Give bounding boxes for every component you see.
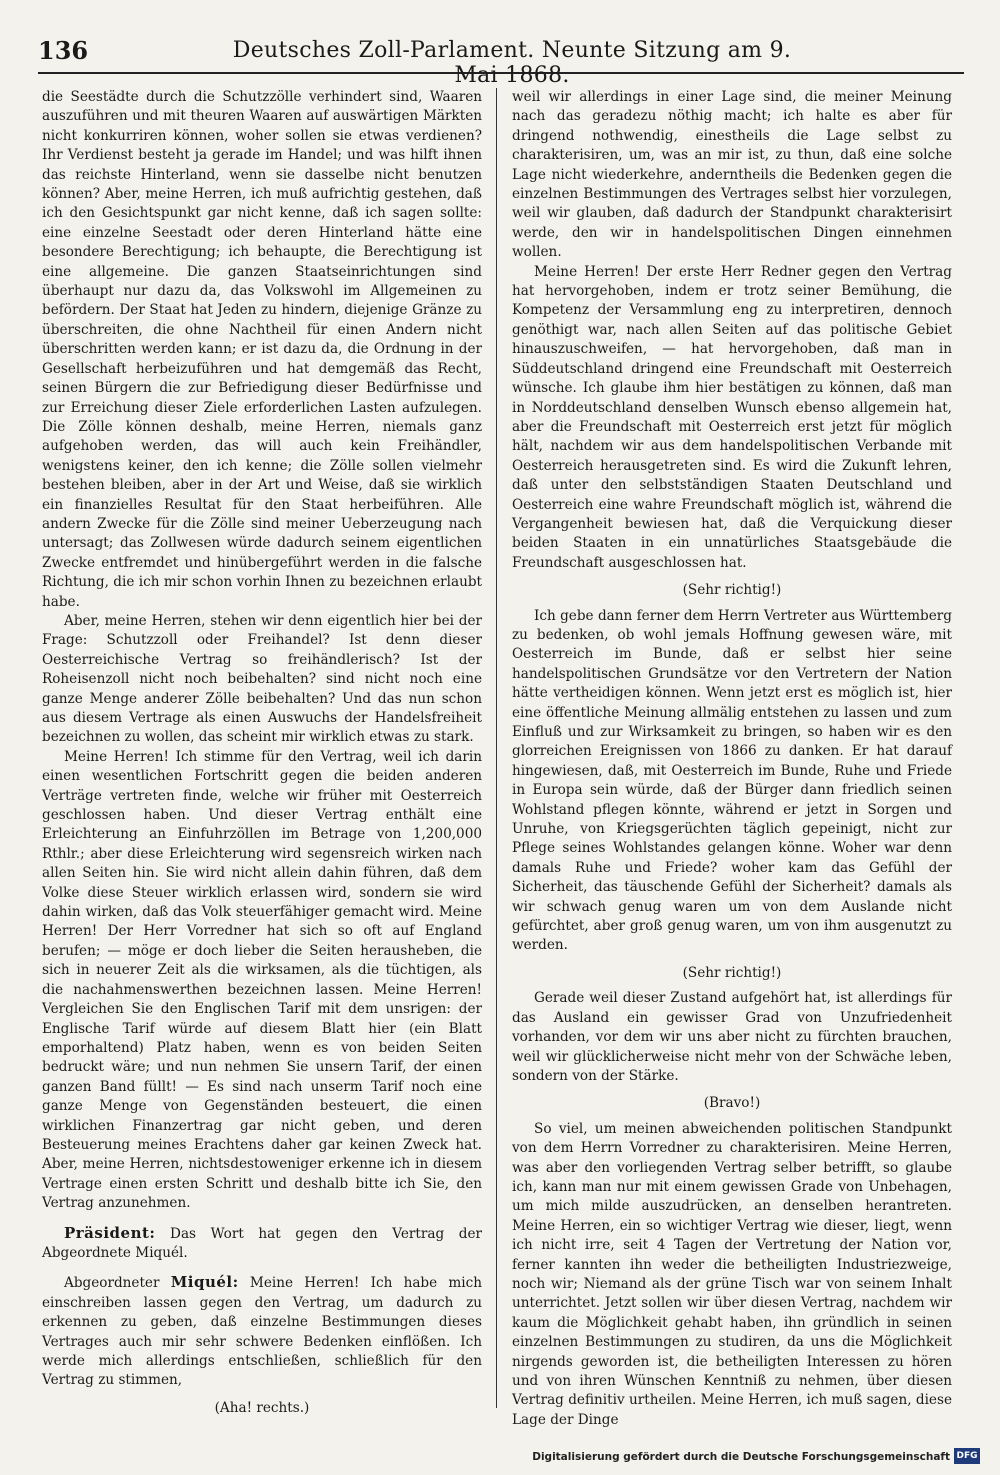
interjection: (Sehr richtig!) [682,964,782,981]
speaker-paragraph [42,1224,482,1264]
paragraph: Ich gebe dann ferner dem Herrn Vertreter aus Württemberg zu bedenken, ob wohl jemals Hoffnung gewesen wäre, mit Oesterreich im Bunde, daß er selbst hier seine handelspolitischen Grundsätze vor den Vertretern der Nation hätte vertheidigen können. Wenn jetzt erst es möglich ist, hier eine öffentliche Meinung allmälig entstehen zu lassen und zum Einfluß und zur Wirksamkeit zu bringen, so haben wir es den glorreichen Ereignissen von 1866 zu danken. Er hat darauf hingewiesen, daß, mit Oesterreich im Bunde, Ruhe und Friede in Europa sein würde, daß der Bürger dann friedlich seinen Wohlstand pflegen könnte, während er jetzt in Sorgen und Unruhe, von Kriegsgerüchten täglich gepeinigt, nicht zur Pflege seines Wohlstandes gelangen könne. Woher war denn damals Ruhe und Friede? woher kam das Gefühl der Sicherheit, das täuschende Gefühl der Sicherheit? damals als wir schwach genug waren um von dem Auslande nicht gefürchtet, aber groß genug waren, um von ihm ausgenutzt zu werden. [512,607,952,954]
paragraph: Gerade weil dieser Zustand aufgehört hat, ist allerdings für das Ausland ein gewisser Grad von Unzufriedenheit vorhanden, vor dem wir uns aber nicht zu fürchten brauchen, weil wir glücklicherweise nicht mehr von der Schwäche leben, sondern von der Stärke. [512,990,952,1084]
column-divider [496,88,497,1408]
speaker-name: Präsident: [64,1223,156,1242]
speaker-paragraph [42,1273,482,1390]
interjection: (Aha! rechts.) [214,1399,310,1416]
speaker-name: Miquél: [170,1273,239,1292]
digitization-credit: Digitalisierung gefördert durch die Deutsche Forschungsgemeinschaft [532,1451,950,1463]
paragraph: Meine Herren! Ich stimme für den Vertrag, weil ich darin einen wesentlichen Fortschritt gegen die beiden anderen Verträge vertreten finde, welche wir früher mit Oesterreich geschlossen haben. Und dieser Vertrag enthält eine Erleichterung an Einfuhrzöllen im Betrage von 1,200,000 Rthlr.; aber diese Erleichterung wird segensreich wirken nach allen Seiten hin. Sie wird nicht allein dahin führen, daß dem Volke diese Steuer wirklich erlassen wird, sondern sie wird dahin wirken, daß das Volk steuerfähiger gemacht wird. Meine Herren! Der Herr Vorredner hat sich so oft auf England berufen; — möge er doch lieber die Seiten herausheben, die sich in neuerer Zeit als die wirksamen, als die tüchtigen, als die nachahmenswerthen bezeichnen lassen. Meine Herren! Vergleichen Sie den Englischen Tarif mit dem unsrigen: der Englische Tarif würde auf diesem Blatt hier (ein Blatt emporhaltend) Platz haben, wenn es von beiden Seiten bedruckt wäre; und nun nehmen Sie unsern Tarif, der einen ganzen Band füllt! — Es sind nach unserm Tarif noch eine ganze Menge von Gegenständen besteuert, die einen wirklichen Finanzertrag gar nicht geben, und deren Besteuerung meines Erachtens daher gar keinen Zweck hat. Aber, meine Herren, nichtsdestoweniger erkenne ich in diesem Vertrage einen ersten Schritt und deshalb bitte ich Sie, den Vertrag anzunehmen. [42,748,482,1212]
speech-text: Das Wort hat gegen den Vertrag der Abgeordnete Miquél. [42,1225,482,1261]
page-title: Deutsches Zoll-Parlament. Neunte Sitzung am 9. Mai 1868. [232,38,792,88]
paragraph: So viel, um meinen abweichenden politischen Standpunkt von dem Herrn Vorredner zu charakterisiren. Meine Herren, was aber den vorliegenden Vertrag selber betrifft, so glaube ich, kann man nur mit einem gewissen Grade von Unbehagen, um mich milde auszudrücken, an denselben herantreten. Meine Herren, ein so wichtiger Vertrag wie dieser, liegt, wenn ich nicht irre, seit 4 Tagen der Vertretung der Nation vor, ferner kannten ihn weder die betheiligten Industriezweige, noch wir; Niemand als der grüne Tisch war von seinem Inhalt unterrichtet. Jetzt sollen wir über diesen Vertrag, nachdem wir kaum die Möglichkeit gehabt haben, ihn gründlich in seinen einzelnen Bestimmungen zu studiren, da uns die Möglichkeit nirgends geworden ist, die betheiligten Interessen zu hören und von ihren Wünschen Kenntniß zu nehmen, über diesen Vertrag definitiv urtheilen. Meine Herren, ich muß sagen, diese Lage der Dinge [512,1120,952,1428]
interjection: (Sehr richtig!) [682,582,782,599]
page-header [38,32,964,88]
paragraph: Aber, meine Herren, stehen wir denn eigentlich hier bei der Frage: Schutzzoll oder Freihandel? Ist denn dieser Oesterreichische Vertrag so freihändlerisch? Ist der Roheisenzoll nicht noch beibehalten? sind nicht noch eine ganze Menge anderer Zölle beibehalten? Und das nun schon aus diesem Vertrage als einen Auswuchs der Handelsfreiheit bezeichnen zu wollen, das scheint mir wirklich etwas zu stark. [42,612,482,746]
left-column [42,88,482,1418]
speaker-intro: Abgeordneter [64,1275,171,1292]
paragraph: Meine Herren! Der erste Herr Redner gegen den Vertrag hat hervorgehoben, indem er trotz seiner Bemühung, die Kompetenz der Versammlung eng zu interpretiren, dennoch genöthigt war, nach allen Seiten auf das politische Gebiet hinauszuschweifen, — hat hervorgehoben, daß man in Süddeutschland dringend eine Freundschaft mit Oesterreich wünsche. Ich glaube ihm hier bestätigen zu können, daß man in Norddeutschland denselben Wunsch ebenso allgemein hat, aber die Freundschaft mit Oesterreich erst jetzt für möglich hält, nachdem wir aus dem handelspolitischen Verbande mit Oesterreich herausgetreten sind. Es wird die Zukunft lehren, daß unter den selbstständigen Staaten Deutschland und Oesterreich eine wahre Freundschaft möglich ist, während die Vergangenheit bewiesen hat, daß die Verquickung dieser beiden Staaten in ein unnatürliches Staatsgebäude die Freundschaft ausgeschlossen hat. [512,263,952,571]
paragraph: die Seestädte durch die Schutzzölle verhindert sind, Waaren auszuführen und mit theuren Waaren auf auswärtigen Märkten nicht konkurriren können, woher sollen sie etwas verdienen? Ihr Verdienst besteht ja gerade im Handel; und was hilft ihnen das reichste Hinterland, wenn sie dasselbe nicht benutzen können? Aber, meine Herren, ich muß aufrichtig gestehen, daß ich den Gesichtspunkt gar nicht kenne, daß ich sagen sollte: eine einzelne Seestadt oder deren Hinterland hätte eine besondere Berechtigung; ich behaupte, die Berechtigung ist eine allgemeine. Die ganzen Staatseinrichtungen sind überhaupt nur dazu da, das Volkswohl im Allgemeinen zu befördern. Der Staat hat Jeden zu hindern, diejenige Gränze zu überschreiten, die ohne Nachtheil für einen Andern nicht überschritten werden kann; er ist dazu da, die Ordnung in der Gesellschaft herbeizuführen und hat demgemäß das Recht, seinen Bürgern die zur Befriedigung dieser Bedürfnisse und zur Erreichung dieser Ziele erforderlichen Lasten aufzulegen. Die Zölle können deshalb, meine Herren, niemals ganz aufgehoben werden, das will auch kein Freihändler, wenigstens keiner, den ich kenne; die Zölle sollen vielmehr bestehen bleiben, aber in der Art und Weise, daß sie wirklich ein finanzielles Resultat für den Staat herbeiführen. Alle andern Zwecke für die Zölle sind meiner Ueberzeugung nach untersagt; das Zollwesen würde dadurch seinem eigentlichen Zwecke entfremdet und hinübergeführt werden in die falsche Richtung, die ich mir schon vorhin Ihnen zu bezeichnen erlaubt habe. [42,89,482,610]
right-column [512,88,952,1428]
dfg-logo: DFG [954,1448,980,1464]
speech-text: Meine Herren! Ich habe mich einschreiben lassen gegen den Vertrag, um dadurch zu erkennen zu geben, daß einzelne Bestimmungen dieses Vertrages auch mir sehr schwere Bedenken einflößen. Ich werde mich allerdings entschließen, schließlich für den Vertrag zu stimmen, [42,1275,483,1389]
interjection: (Bravo!) [703,1095,761,1112]
page-number: 136 [38,36,89,65]
paragraph: weil wir allerdings in einer Lage sind, die meiner Meinung nach das geradezu nöthig macht; ich halte es aber für dringend nothwendig, einestheils die Lage selbst zu charakterisiren, um, was an mir ist, zu thun, daß eine solche Lage nicht wiederkehre, anderntheils die Bedenken gegen die einzelnen Bestimmungen des Vertrages selbst hier vorzulegen, weil wir glauben, daß dadurch der Standpunkt charakterisirt werde, den wir in handelspolitischen Dingen einnehmen wollen. [512,89,952,261]
